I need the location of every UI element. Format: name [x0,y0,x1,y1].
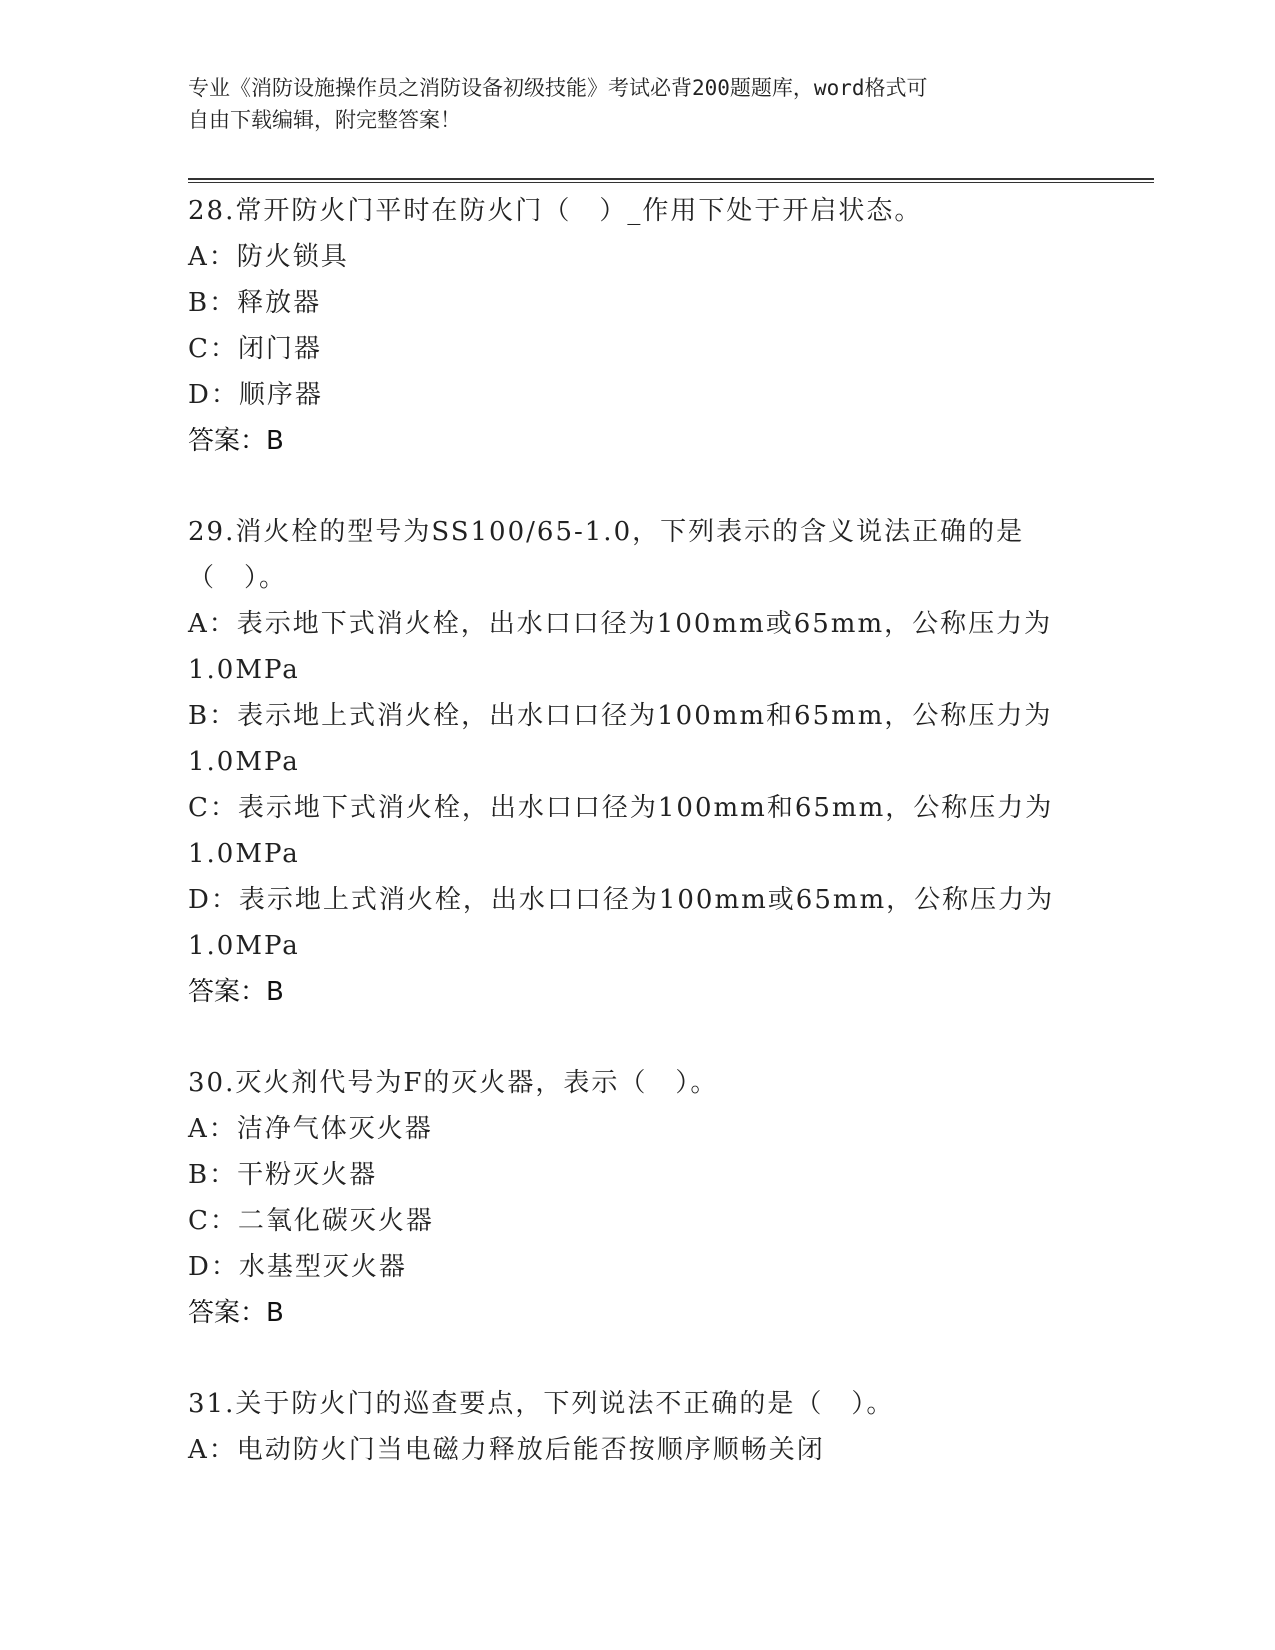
question-stem: 29.消火栓的型号为SS100/65-1.0，下列表示的含义说法正确的是（ ）。 [188,517,1025,593]
option-c: C：表示地下式消火栓，出水口口径为100mm和65mm，公称压力为1.0MPa [188,793,1054,869]
question-stem: 31.关于防火门的巡查要点，下列说法不正确的是（ ）。 [188,1389,895,1419]
option-b: B：干粉灭火器 [188,1160,378,1190]
option-d: D：表示地上式消火栓，出水口口径为100mm或65mm，公称压力为1.0MPa [188,885,1055,961]
option-c: C：二氧化碳灭火器 [188,1206,434,1236]
header-divider [188,178,1154,183]
option-d: D：水基型灭火器 [188,1252,407,1282]
question-30 [188,1060,1068,1336]
option-b: B：释放器 [188,288,322,318]
answer-label: 答案：B [188,977,284,1007]
header-line-1: 专业《消防设施操作员之消防设备初级技能》考试必背200题题库，word格式可 [188,76,928,100]
option-a: A：电动防火门当电磁力释放后能否按顺序顺畅关闭 [188,1435,825,1465]
question-28 [188,188,1068,464]
question-31 [188,1381,1068,1473]
question-list [188,188,1068,1518]
question-stem: 28.常开防火门平时在防火门（ ）_作用下处于开启状态。 [188,196,923,226]
answer-label: 答案：B [188,1298,284,1328]
option-b: B：表示地上式消火栓，出水口口径为100mm和65mm，公称压力为1.0MPa [188,701,1053,777]
option-a: A：洁净气体灭火器 [188,1114,433,1144]
answer-label: 答案：B [188,426,284,456]
option-d: D：顺序器 [188,380,323,410]
option-c: C：闭门器 [188,334,322,364]
option-a: A：表示地下式消火栓，出水口口径为100mm或65mm，公称压力为1.0MPa [188,609,1053,685]
question-stem: 30.灭火剂代号为F的灭火器，表示（ ）。 [188,1068,719,1098]
question-29 [188,509,1068,1015]
option-a: A：防火锁具 [188,242,349,272]
page-header [188,72,1068,136]
header-line-2: 自由下载编辑，附完整答案！ [188,108,461,132]
